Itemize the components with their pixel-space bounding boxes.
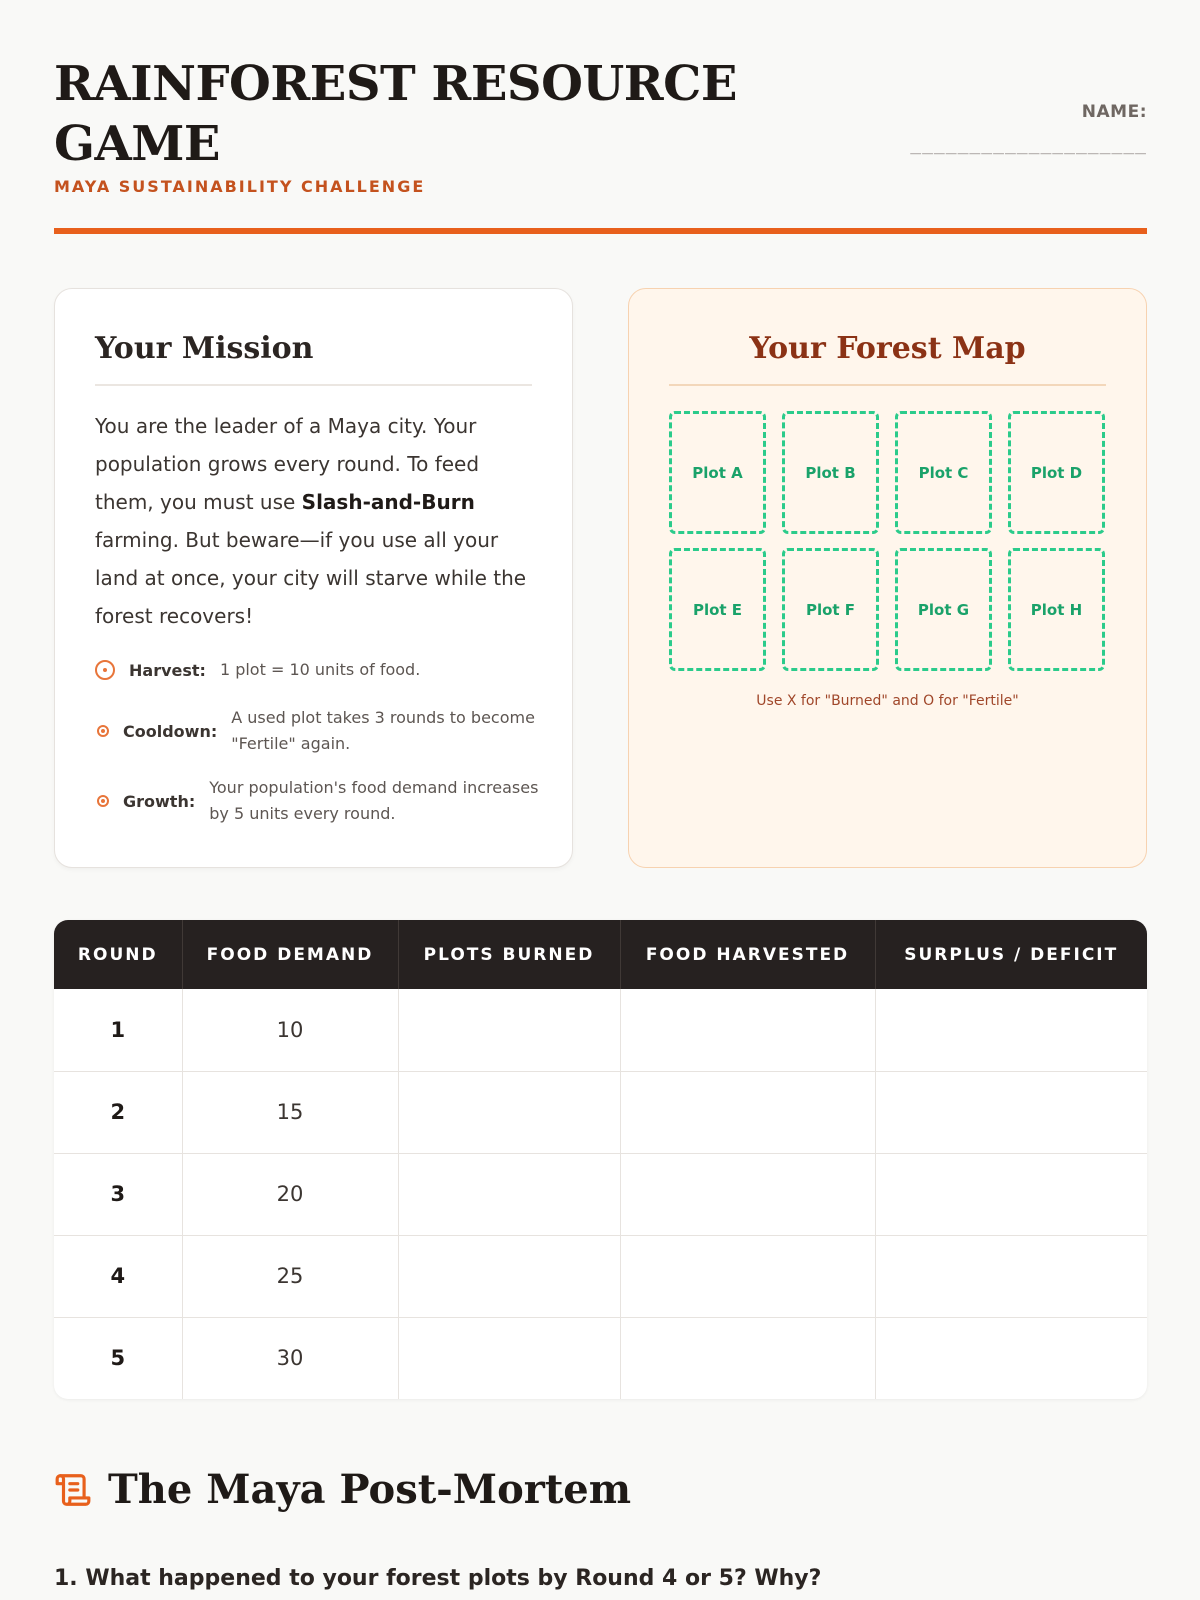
target-icon (97, 725, 109, 737)
plot-c[interactable]: Plot C (895, 411, 992, 534)
header-food-harvested: FOOD HARVESTED (620, 920, 875, 989)
table-row (54, 1235, 1147, 1317)
forest-map-title: Your Forest Map (669, 331, 1106, 386)
plots-burned-cell[interactable] (398, 1071, 620, 1153)
header (54, 0, 1147, 234)
rule-desc: Your population's food demand increases by 5 units every round. (209, 778, 539, 823)
food-harvested-cell[interactable] (620, 1071, 875, 1153)
rule-label: Harvest: (129, 660, 206, 680)
mission-card (54, 288, 573, 868)
round-cell: 1 (54, 989, 182, 1071)
header-food-demand: FOOD DEMAND (182, 920, 398, 989)
round-cell: 5 (54, 1317, 182, 1399)
plots-burned-cell[interactable] (398, 989, 620, 1071)
plots-burned-cell[interactable] (398, 1153, 620, 1235)
plot-grid (669, 411, 1106, 671)
demand-cell: 30 (182, 1317, 398, 1399)
mission-text-part-1: You are the leader of a Maya city. Your population grows every round. To feed them, you must use (95, 414, 480, 514)
rule-label: Cooldown: (123, 721, 218, 741)
name-label: NAME: (1081, 102, 1147, 122)
rule-desc: 1 plot = 10 units of food. (219, 660, 421, 679)
post-mortem-title: The Maya Post-Mortem (108, 1466, 632, 1513)
round-cell: 3 (54, 1153, 182, 1235)
target-icon (97, 795, 109, 807)
demand-cell: 15 (182, 1071, 398, 1153)
rule-harvest (95, 657, 542, 683)
name-block (910, 102, 1147, 155)
rule-growth (95, 775, 542, 827)
plot-d[interactable]: Plot D (1008, 411, 1105, 534)
surplus-deficit-cell[interactable] (875, 1235, 1147, 1317)
surplus-deficit-cell[interactable] (875, 1153, 1147, 1235)
scroll-icon (54, 1471, 92, 1509)
worksheet-page (54, 0, 1147, 1591)
demand-cell: 20 (182, 1153, 398, 1235)
food-harvested-cell[interactable] (620, 1153, 875, 1235)
page-title: RAINFOREST RESOURCE GAME (54, 56, 737, 172)
header-surplus-deficit: SURPLUS / DEFICIT (875, 920, 1147, 989)
mission-text-part-2: farming. But beware—if you use all your land at once, your city will starve while the forest recovers! (95, 528, 527, 628)
plot-f[interactable]: Plot F (782, 548, 879, 671)
page-subtitle: MAYA SUSTAINABILITY CHALLENGE (54, 177, 426, 196)
plot-b[interactable]: Plot B (782, 411, 879, 534)
map-legend-note: Use X for "Burned" and O for "Fertile" (756, 693, 1019, 709)
header-plots-burned: PLOTS BURNED (398, 920, 620, 989)
table-row (54, 1071, 1147, 1153)
rounds-table (54, 920, 1147, 1399)
plot-g[interactable]: Plot G (895, 548, 992, 671)
mission-title: Your Mission (95, 331, 532, 386)
rules-list (95, 657, 542, 845)
mission-text-bold: Slash-and-Burn (301, 490, 475, 514)
plots-burned-cell[interactable] (398, 1235, 620, 1317)
demand-cell: 25 (182, 1235, 398, 1317)
rule-cooldown (95, 705, 542, 757)
plot-h[interactable]: Plot H (1008, 548, 1105, 671)
question-1: 1. What happened to your forest plots by Round 4 or 5? Why? (54, 1566, 822, 1591)
round-cell: 4 (54, 1235, 182, 1317)
target-icon (95, 660, 115, 680)
post-mortem-heading (54, 1466, 631, 1513)
demand-cell: 10 (182, 989, 398, 1071)
table-row (54, 1153, 1147, 1235)
table-row (54, 989, 1147, 1071)
plot-a[interactable]: Plot A (669, 411, 766, 534)
plots-burned-cell[interactable] (398, 1317, 620, 1399)
food-harvested-cell[interactable] (620, 989, 875, 1071)
table-header-row (54, 920, 1147, 989)
plot-e[interactable]: Plot E (669, 548, 766, 671)
rule-label: Growth: (123, 791, 196, 811)
round-cell: 2 (54, 1071, 182, 1153)
food-harvested-cell[interactable] (620, 1235, 875, 1317)
surplus-deficit-cell[interactable] (875, 1071, 1147, 1153)
table-row (54, 1317, 1147, 1399)
forest-map-card (628, 288, 1147, 868)
surplus-deficit-cell[interactable] (875, 989, 1147, 1071)
rule-desc: A used plot takes 3 rounds to become "Fertile" again. (231, 708, 535, 753)
mission-text (95, 407, 534, 635)
food-harvested-cell[interactable] (620, 1317, 875, 1399)
cards-row (54, 288, 1147, 868)
surplus-deficit-cell[interactable] (875, 1317, 1147, 1399)
header-round: ROUND (54, 920, 182, 989)
name-field-line[interactable]: ____________________ (910, 134, 1147, 155)
